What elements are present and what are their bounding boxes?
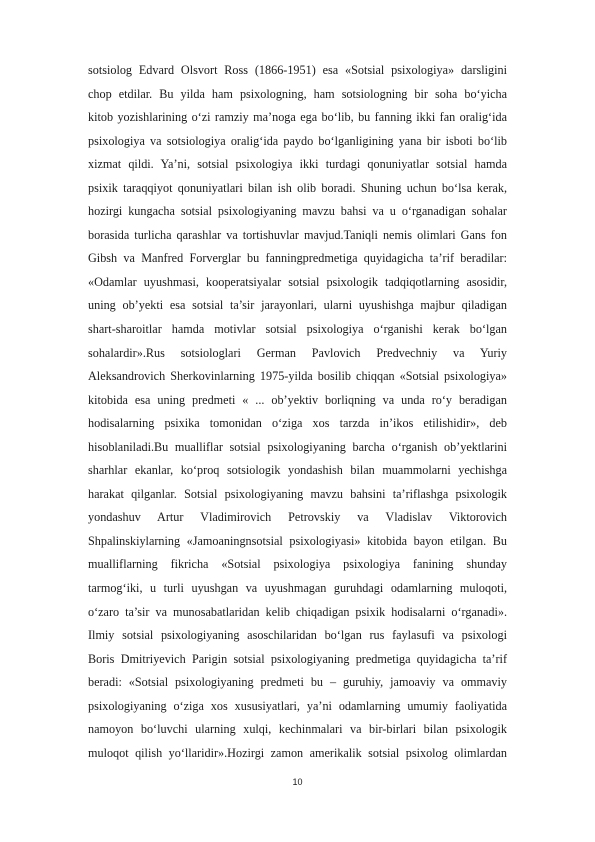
text-line: sotsiolog Edvard Olsvort Ross (1866-1951) esa «Sotsial psixologiya» darsligini <box>88 63 507 77</box>
page-number: 10 <box>292 777 303 787</box>
text-line: chop etdilar. Bu yilda ham psixologning, ham sotsiologning bir soha bo‘yicha <box>88 86 507 101</box>
text-line: namoyon bo‘luvchi ularning xulqi, kechinmalari va bir-birlari bilan psixologik <box>88 722 507 737</box>
text-line: yondashuv Artur Vladimirovich Petrovskiy va Vladislav Viktorovich <box>88 510 507 525</box>
text-line: hozirgi kungacha sotsial psixologiyaning mavzu bahsi va u o‘rganadigan sohalar <box>88 204 507 219</box>
text-line: borasida turlicha qarashlar va tortishuvlar mavjud.Taniqli nemis olimlari Gans fon <box>88 227 507 242</box>
text-line: psixik taraqqiyot qonuniyatlari bilan ish olib boradi. Shuning uchun bo‘lsa kerak, <box>88 180 507 195</box>
text-line: uning ob’yekti esa sotsial ta’sir jarayonlari, ularni uyushishga majbur qiladigan <box>88 298 507 313</box>
text-line: shart-sharoitlar hamda motivlar sotsial psixologiya o‘rganishi kerak bo‘lgan <box>88 322 507 337</box>
text-line: Boris Dmitriyevich Parigin sotsial psixologiyaning predmetiga quyidagicha ta’rif <box>88 651 507 666</box>
text-line: sohalardir».Rus sotsiologlari German Pavlovich Predvechniy va Yuriy <box>88 345 507 360</box>
text-line: harakat qilganlar. Sotsial psixologiyaning mavzu bahsini ta’riflashga psixologik <box>88 486 507 501</box>
text-line: Shpalinskiylarning «Jamoaningnsotsial psixologiyasi» kitobida bayon etilgan. Bu <box>88 533 507 548</box>
text-line: psixologiyaning o‘ziga xos xususiyatlari, ya’ni odamlarning umumiy faoliyatida <box>88 698 507 713</box>
text-line: mualliflarning fikricha «Sotsial psixologiya psixologiya fanining shunday <box>88 557 507 572</box>
body-text <box>88 59 507 765</box>
text-line: kitob yozishlarining o‘zi ramziy ma’noga ega bo‘lib, bu fanning ikki fan oralig‘ida <box>88 110 507 125</box>
text-line: beradi: «Sotsial psixologiyaning predmeti bu – guruhiy, jamoaviy va ommaviy <box>88 675 507 690</box>
text-line: tarmog‘iki, u turli uyushgan va uyushmagan guruhdagi odamlarning muloqoti, <box>88 581 507 596</box>
text-line: kitobida esa uning predmeti « ... ob’yektiv borliqning va unda ro‘y beradigan <box>88 392 507 407</box>
text-line: o‘zaro ta’sir va munosabatlaridan kelib chiqadigan psixik hodisalarni o‘rganadi». <box>88 604 507 619</box>
text-line: xizmat qildi. Ya’ni, sotsial psixologiya ikki turdagi qonuniyatlar sotsial hamda <box>88 157 507 172</box>
text-line: psixologiya va sotsiologiya oralig‘ida paydo bo‘lganligining yana bir isboti bo‘lib <box>88 133 507 148</box>
text-line: hisoblaniladi.Bu mualliflar sotsial psixologiyaning barcha o‘rganish ob’yektlarini <box>88 439 507 454</box>
text-line: Ilmiy sotsial psixologiyaning asoschilaridan bo‘lgan rus faylasufi va psixologi <box>88 628 507 643</box>
text-line: Aleksandrovich Sherkovinlarning 1975-yilda bosilib chiqqan «Sotsial psixologiya» <box>88 369 507 384</box>
text-line: hodisalarning psixika tomonidan o‘ziga xos tarzda in’ikos etilishidir», deb <box>88 416 507 431</box>
text-line: muloqot qilish yo‘llaridir».Hozirgi zamon amerikalik sotsial psixolog olimlardan <box>88 745 507 760</box>
text-line: sharhlar ekanlar, ko‘proq sotsiologik yondashish bilan muammolarni yechishga <box>88 463 507 478</box>
text-line: Gibsh va Manfred Forverglar bu fanningpredmetiga quyidagicha ta’rif beradilar: <box>88 251 507 266</box>
text-line: «Odamlar uyushmasi, kooperatsiyalar sotsial psixologik tadqiqotlarning asosidir, <box>88 274 507 289</box>
